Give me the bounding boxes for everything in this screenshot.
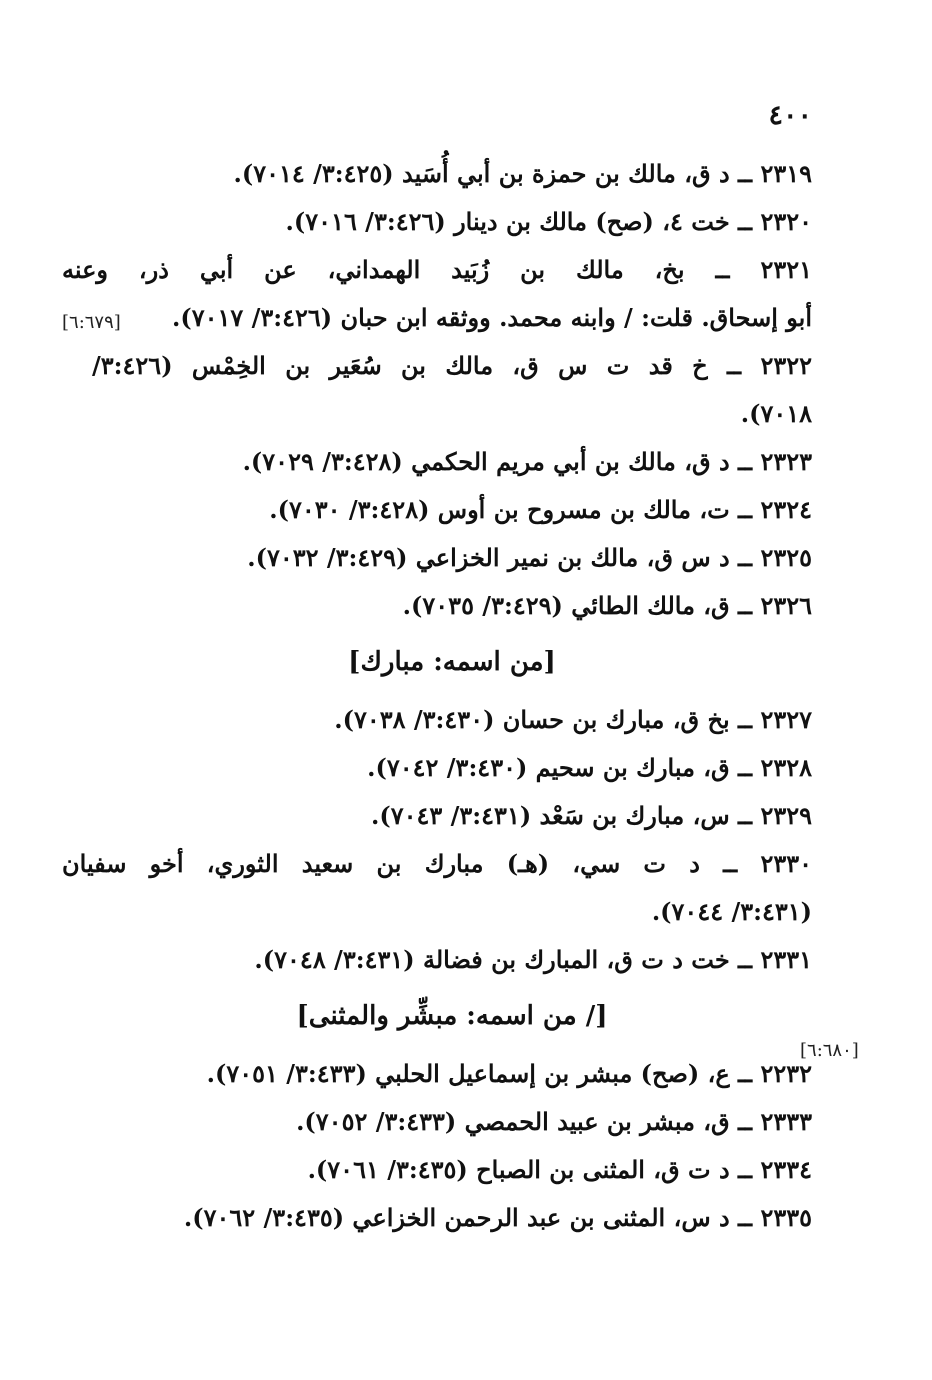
margin-reference-680: [٦:٦٨٠] xyxy=(800,1040,859,1061)
entry-2326: ٢٣٢٦ ــ ق، مالك الطائي (٣:٤٢٩/ ٧٠٣٥). xyxy=(402,591,812,620)
entry-2320: ٢٣٢٠ ــ خت ٤، (صح) مالك بن دينار (٣:٤٢٦/ ٧٠١٦). xyxy=(285,207,812,236)
section-heading-mubashir: [/ من اسمه: مبشِّر والمثنى] xyxy=(296,1001,608,1031)
entry-2324: ٢٣٢٤ ــ ت، مالك بن مسروح بن أوس (٣:٤٢٨/ ٧٠٣٠). xyxy=(269,495,812,524)
entry-2321-line-2: أبو إسحاق. قلت: / وابنه محمد. ووثقه ابن حبان (٣:٤٢٦/ ٧٠١٧). xyxy=(171,303,812,332)
page-number: ٤٠٠ xyxy=(768,100,812,131)
entry-2329: ٢٣٢٩ ــ س، مبارك بن سَعْد (٣:٤٣١/ ٧٠٤٣). xyxy=(371,801,812,830)
entry-2330-line-2: (٣:٤٣١/ ٧٠٤٤). xyxy=(651,897,812,926)
entry-2325: ٢٣٢٥ ــ د س ق، مالك بن نمير الخزاعي (٣:٤٢٩/ ٧٠٣٢). xyxy=(247,543,812,572)
entry-2322-line-2: ٧٠١٨). xyxy=(740,399,812,428)
entry-2319: ٢٣١٩ ــ د ق، مالك بن حمزة بن أبي أُسَيد (٣:٤٢٥/ ٧٠١٤). xyxy=(233,159,812,188)
entry-2332: ٢٢٣٢ ــ ع، (صح) مبشر بن إسماعيل الحلبي (٣:٤٣٣/ ٧٠٥١). xyxy=(206,1059,812,1088)
entry-2334: ٢٣٣٤ ــ د ت ق، المثنى بن الصباح (٣:٤٣٥/ ٧٠٦١). xyxy=(307,1155,812,1184)
section-heading-mubarak: [من اسمه: مبارك] xyxy=(348,647,556,677)
entry-2335: ٢٣٣٥ ــ د س، المثنى بن عبد الرحمن الخزاعي (٣:٤٣٥/ ٧٠٦٢). xyxy=(183,1203,812,1232)
margin-reference-679: [٦:٦٧٩] xyxy=(62,312,121,333)
entry-2330-line-1: ٢٣٣٠ ــ د ت سي، (هـ) مبارك بن سعيد الثوري، أخو سفيان xyxy=(62,849,812,878)
entry-2331: ٢٣٣١ ــ خت د ت ق، المبارك بن فضالة (٣:٤٣١/ ٧٠٤٨). xyxy=(254,945,812,974)
entry-2327: ٢٣٢٧ ــ بخ ق، مبارك بن حسان (٣:٤٣٠/ ٧٠٣٨). xyxy=(334,705,812,734)
entry-2321-line-1: ٢٣٢١ ــ بخ، مالك بن زُبَيد الهمداني، عن أبي ذر، وعنه xyxy=(62,255,812,284)
entry-2333: ٢٣٣٣ ــ ق، مبشر بن عبيد الحمصي (٣:٤٣٣/ ٧٠٥٢). xyxy=(296,1107,812,1136)
entry-2323: ٢٣٢٣ ــ د ق، مالك بن أبي مريم الحكمي (٣:٤٢٨/ ٧٠٢٩). xyxy=(242,447,812,476)
entry-2322-line-1: ٢٣٢٢ ــ خ قد ت س ق، مالك بن سُعَير بن الخِمْس (٣:٤٢٦/ xyxy=(92,351,812,380)
entry-2328: ٢٣٢٨ ــ ق، مبارك بن سحيم (٣:٤٣٠/ ٧٠٤٢). xyxy=(367,753,812,782)
